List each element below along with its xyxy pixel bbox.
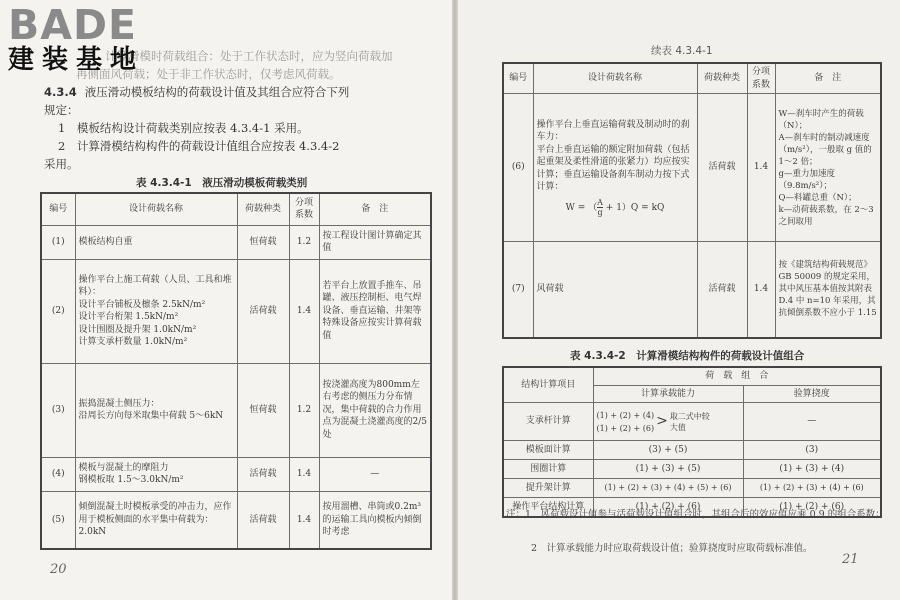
row-coef: 1.4	[289, 491, 319, 549]
row-remark: —	[319, 457, 431, 491]
row-coef: 1.4	[289, 457, 319, 491]
row-item: 操作平台结构计算	[503, 498, 593, 517]
right-page	[458, 0, 900, 600]
capacity-choice	[597, 409, 740, 435]
header-remark: 备 注	[775, 63, 881, 94]
table-row	[41, 259, 431, 363]
row-remark: 按工程设计图计算确定其值	[319, 225, 431, 259]
row-no: (6)	[503, 94, 533, 242]
section-text-2: 规定：	[44, 103, 79, 117]
load-category-table-continued	[502, 62, 882, 339]
table-row	[503, 94, 881, 242]
formula-w: W =	[565, 202, 586, 213]
header-item: 结构计算项目	[503, 367, 593, 403]
row-type: 活荷载	[237, 491, 289, 549]
section-text-1: 液压滑动模板结构的荷载设计值及其组合应符合下列	[84, 85, 350, 99]
row-name-text: 操作平台上垂直运输荷载及制动时的刹车力： 平台上垂直运输的额定附加荷载（包括起重架及柔性滑道的张紧力）均应按实计算；垂直运输设备刹车制动力按下式计算：	[536, 119, 690, 192]
row-deflection: (1) + (2) + (3) + (4) + (6)	[743, 479, 881, 498]
row-remark: 按用溜槽、串筒或0.2m³的运输工具向模板内倾倒时考虑	[319, 491, 431, 549]
row-no: (7)	[503, 242, 533, 338]
intro-line-2: 再侧面风荷载；处于非工作状态时，仅考虑风荷载。	[76, 67, 341, 81]
row-remark: 若平台上放置手推车、吊罐、液压控制柜、电气焊设备、垂直运输、井架等特殊设备应按实计算荷载值	[319, 259, 431, 363]
table-row	[503, 479, 881, 498]
logo-sub-text: 建装基地	[8, 45, 145, 75]
load-category-table	[40, 192, 432, 550]
row-no: (3)	[41, 363, 75, 457]
formula-fraction	[597, 198, 603, 217]
row-capacity: (1) + (2) + (3) + (4) + (5) + (6)	[593, 479, 743, 498]
table-note-2: 2 计算承载能力时应取荷载设计值；验算挠度时应取荷载标准值。	[531, 543, 813, 554]
row-no: (5)	[41, 491, 75, 549]
row-name	[533, 94, 697, 242]
table-4-3-4-2-caption: 表 4.3.4-2 计算滑模结构构件的荷载设计值组合	[570, 350, 805, 362]
section-number: 4.3.4	[44, 85, 77, 99]
row-item: 提升架计算	[503, 479, 593, 498]
header-type: 荷载种类	[697, 63, 747, 94]
row-name: 振捣混凝土侧压力： 沿周长方向每米取集中荷载 5～6kN	[75, 363, 237, 457]
header-name: 设计荷载名称	[75, 193, 237, 225]
capacity-formulas	[597, 409, 655, 435]
row-name: 模板与混凝土的摩阻力 钢模板取 1.5～3.0kN/m²	[75, 457, 237, 491]
row-capacity: (1) + (3) + (5)	[593, 460, 743, 479]
row-deflection: (1) + (2) + (6)	[743, 498, 881, 517]
row-capacity: (3) + (5)	[593, 441, 743, 460]
table-note-1: 注：1 风荷载设计值参与活荷载设计值组合时，其组合后的效应值应乘 0.9 的组合系数；	[506, 509, 885, 520]
row-name: 模板结构自重	[75, 225, 237, 259]
table-row	[41, 225, 431, 259]
item-1: 1 模板结构设计荷载类别应按表 4.3.4-1 采用。	[58, 121, 309, 135]
header-capacity: 计算承载能力	[593, 385, 743, 403]
row-name: 倾倒混凝土时模板承受的冲击力，应作用于模板侧面的水平集中荷载为：2.0kN	[75, 491, 237, 549]
capacity-formula-b: (1) + (2) + (6)	[596, 423, 655, 433]
table-row	[503, 242, 881, 338]
table-row	[503, 403, 881, 441]
table-row	[41, 457, 431, 491]
header-load-group: 荷 载 组 合	[593, 367, 881, 385]
row-deflection: (1) + (3) + (4)	[743, 460, 881, 479]
row-type: 恒荷载	[237, 225, 289, 259]
table-row	[503, 441, 881, 460]
row-item: 支承杆计算	[503, 403, 593, 441]
row-type: 活荷载	[697, 242, 747, 338]
row-remark: W—刹车时产生的荷载（N）； A—刹车时的制动减速度（m/s²），一般取 g 值的 1～2 倍； g—重力加速度（9.8m/s²）； Q—料罐总重（N）； k—动荷载系数，在 2～3 之间取用	[775, 94, 881, 242]
table-header-row	[503, 63, 881, 94]
row-capacity: (1) + (2) + (6)	[593, 498, 743, 517]
row-type: 活荷载	[697, 94, 747, 242]
row-deflection: (3)	[743, 441, 881, 460]
table2-header-row	[503, 367, 881, 385]
section-4-3-4	[44, 83, 349, 101]
row-no: (1)	[41, 225, 75, 259]
table-4-3-4-1-caption: 表 4.3.4-1 液压滑动模板荷载类别	[136, 177, 308, 189]
row-type: 活荷载	[237, 259, 289, 363]
bade-logo	[8, 1, 145, 75]
page-number-right: 21	[842, 552, 859, 567]
row-type: 活荷载	[237, 457, 289, 491]
row-capacity	[593, 403, 743, 441]
row-coef: 1.2	[289, 363, 319, 457]
row-name: 操作平台上施工荷载（人员、工具和堆料）： 设计平台铺板及檩条 2.5kN/m² 设计平台桁架 1.5kN/m² 设计围圈及提升架 1.0kN/m² 计算支承杆数量 1.0kN/m²	[75, 259, 237, 363]
header-remark: 备 注	[319, 193, 431, 225]
item-2-line-2: 采用。	[44, 157, 79, 171]
capacity-formula-a: (1) + (2) + (4)	[596, 410, 655, 420]
formula-denominator: g	[597, 207, 603, 217]
row-type: 恒荷载	[237, 363, 289, 457]
continued-table-caption: 续表 4.3.4-1	[651, 45, 713, 57]
formula-numerator: A	[597, 197, 603, 207]
row-coef: 1.4	[289, 259, 319, 363]
row-coef: 1.2	[289, 225, 319, 259]
row-deflection: —	[743, 403, 881, 441]
logo-main-text: BADE	[8, 1, 138, 49]
item-2-line-1: 2 计算滑模结构构件的荷载设计值组合应按表 4.3.4-2	[58, 139, 340, 153]
row-remark: 按《建筑结构荷载规范》GB 50009 的规定采用，其中风压基本值按其附表 D.4 中 n=10 年采用，其抗倾倒系数不应小于 1.15	[775, 242, 881, 338]
row-coef: 1.4	[747, 242, 775, 338]
header-type: 荷载种类	[237, 193, 289, 225]
table-header-row	[41, 193, 431, 225]
formula-open-paren: （	[588, 202, 598, 213]
row-remark: 按浇灌高度为800mm左右考虑的侧压力分布情况，集中荷载的合力作用点为混凝土浇灌高度的2/5处	[319, 363, 431, 457]
header-no: 编号	[503, 63, 533, 94]
header-coef: 分项系数	[289, 193, 319, 225]
row-no: (2)	[41, 259, 75, 363]
intro-line-1: 计算滑模时荷载组合：处于工作状态时，应为竖向荷载加	[105, 49, 393, 63]
header-deflection: 验算挠度	[743, 385, 881, 403]
row-name: 风荷载	[533, 242, 697, 338]
capacity-note: 取二式中较大值	[669, 411, 710, 432]
header-no: 编号	[41, 193, 75, 225]
page-number-left: 20	[50, 562, 67, 577]
row-item: 模板面计算	[503, 441, 593, 460]
table-row	[41, 363, 431, 457]
brake-formula	[537, 198, 694, 217]
header-coef: 分项系数	[747, 63, 775, 94]
row-no: (4)	[41, 457, 75, 491]
brace-icon: >	[656, 413, 668, 430]
row-coef: 1.4	[747, 94, 775, 242]
row-item: 围圈计算	[503, 460, 593, 479]
table-row	[41, 491, 431, 549]
load-combination-table	[502, 366, 882, 518]
table-row	[503, 460, 881, 479]
header-name: 设计荷载名称	[533, 63, 697, 94]
formula-tail: + 1）Q = kQ	[605, 202, 665, 213]
